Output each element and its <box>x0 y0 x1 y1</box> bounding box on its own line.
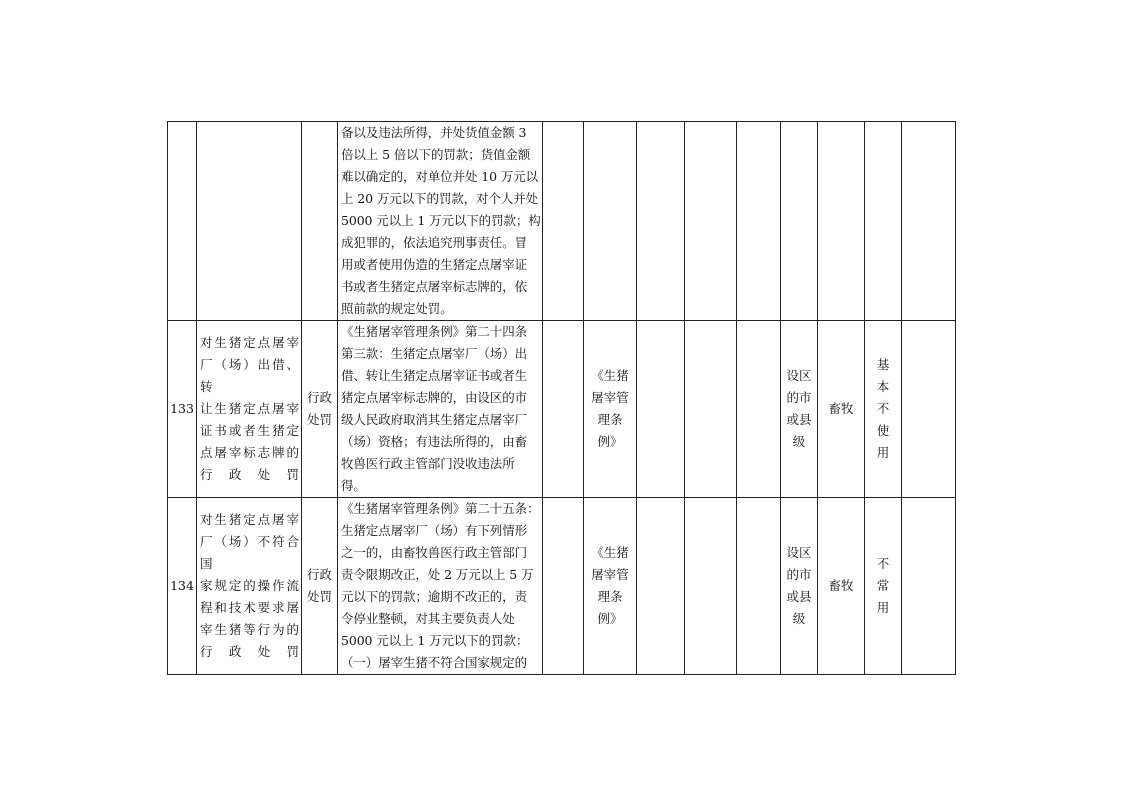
empty-cell <box>902 321 956 498</box>
legal-basis <box>338 122 543 321</box>
item-name <box>197 122 302 321</box>
legal-basis-line: 牧兽医行政主管部门没收违法所 <box>341 456 515 471</box>
usage-frequency <box>865 498 902 675</box>
empty-cell <box>737 498 781 675</box>
usage-frequency <box>865 122 902 321</box>
legal-basis-line: 责令限期改正，处 2 万元以上 5 万 <box>341 567 534 582</box>
empty-cell <box>685 321 737 498</box>
jurisdiction-level-line: 的市 <box>786 390 812 405</box>
item-name <box>197 498 302 675</box>
penalty-type <box>302 321 338 498</box>
legal-basis-line: 5000 元以上 1 万元以下的罚款；构 <box>341 213 541 228</box>
legal-basis <box>338 321 543 498</box>
item-name-line: 厂（场）不符合国 <box>200 534 299 571</box>
table-row <box>168 122 956 321</box>
penalty-type-line: 处罚 <box>306 589 332 604</box>
law-name-line: 《生猪 <box>591 545 629 560</box>
legal-basis-line: 级人民政府取消其生猪定点屠宰厂 <box>341 412 528 427</box>
empty-cell <box>637 122 685 321</box>
penalty-type-line: 行政 <box>306 390 332 405</box>
usage-frequency-line: 不常 <box>876 556 894 593</box>
empty-cell <box>737 122 781 321</box>
law-name <box>584 321 637 498</box>
penalty-type-line: 处罚 <box>306 412 332 427</box>
item-name-line: 对生猪定点屠宰 <box>200 335 299 350</box>
law-name-line: 例》 <box>597 434 623 449</box>
item-name-line: 宰生猪等行为的 <box>200 622 299 637</box>
usage-frequency-line: 用 <box>876 445 894 460</box>
legal-basis-line: 照前款的规定处罚。 <box>341 301 453 316</box>
legal-basis-line: 第三款：生猪定点屠宰厂（场）出 <box>341 346 528 361</box>
department <box>818 122 865 321</box>
item-number: 134 <box>168 498 197 675</box>
penalty-type-line: 行政 <box>306 567 332 582</box>
jurisdiction-level-line: 级 <box>792 611 806 626</box>
empty-cell <box>543 498 584 675</box>
item-name-line: 对生猪定点屠宰 <box>200 512 299 527</box>
legal-basis-line: 之一的，由畜牧兽医行政主管部门 <box>341 545 528 560</box>
item-name-line: 行政处罚 <box>200 467 299 482</box>
item-name-line: 证书或者生猪定 <box>200 423 299 438</box>
jurisdiction-level-line: 的市 <box>786 567 812 582</box>
law-name-line: 《生猪 <box>591 368 629 383</box>
legal-basis-line: 5000 元以上 1 万元以下的罚款： <box>341 633 529 648</box>
empty-cell <box>637 321 685 498</box>
table-row <box>168 498 956 675</box>
law-name-line: 例》 <box>597 611 623 626</box>
law-name-line: 理条 <box>597 412 623 427</box>
legal-basis-line: 生猪定点屠宰厂（场）有下列情形 <box>341 523 528 538</box>
legal-basis-line: 用或者使用伪造的生猪定点屠宰证 <box>341 257 528 272</box>
empty-cell <box>902 122 956 321</box>
jurisdiction-level-line: 设区 <box>786 368 812 383</box>
item-number <box>168 122 197 321</box>
law-name <box>584 122 637 321</box>
item-name-line: 程和技术要求屠 <box>200 600 299 615</box>
item-name-line: 行政处罚 <box>200 644 299 659</box>
jurisdiction-level <box>781 498 818 675</box>
legal-basis-line: 元以下的罚款；逾期不改正的，责 <box>341 589 528 604</box>
legal-basis-line: 得。 <box>341 478 366 493</box>
law-name <box>584 498 637 675</box>
legal-basis-line: 成犯罪的，依法追究刑事责任。冒 <box>341 235 528 250</box>
jurisdiction-level-line: 或县 <box>786 412 812 427</box>
legal-basis-line: 倍以上 5 倍以下的罚款；货值金额 <box>341 147 531 162</box>
legal-basis-line: 《生猪屠宰管理条例》第二十五条： <box>341 501 540 516</box>
item-name <box>197 321 302 498</box>
department: 畜牧 <box>818 498 865 675</box>
penalty-table <box>167 121 956 675</box>
legal-basis-line: 备以及违法所得，并处货值金额 3 <box>341 125 527 140</box>
item-name-line: 厂（场）出借、转 <box>200 357 299 394</box>
usage-frequency-line: 用 <box>876 600 894 615</box>
usage-frequency-line: 基本 <box>876 357 894 394</box>
jurisdiction-level <box>781 122 818 321</box>
empty-cell <box>543 122 584 321</box>
legal-basis-line: 上 20 万元以下的罚款，对个人并处 <box>341 191 539 206</box>
legal-basis-line: 借、转让生猪定点屠宰证书或者生 <box>341 368 528 383</box>
jurisdiction-level-line: 设区 <box>786 545 812 560</box>
item-number: 133 <box>168 321 197 498</box>
legal-basis-line: 难以确定的，对单位并处 10 万元以 <box>341 169 539 184</box>
legal-basis-line: 令停业整顿，对其主要负责人处 <box>341 611 515 626</box>
table-row <box>168 321 956 498</box>
usage-frequency-line: 不使 <box>876 401 894 438</box>
item-name-line: 家规定的操作流 <box>200 578 299 593</box>
empty-cell <box>637 498 685 675</box>
jurisdiction-level <box>781 321 818 498</box>
legal-basis <box>338 498 543 675</box>
penalty-type <box>302 498 338 675</box>
empty-cell <box>685 122 737 321</box>
legal-basis-line: （场）资格；有违法所得的，由畜 <box>341 434 528 449</box>
jurisdiction-level-line: 级 <box>792 434 806 449</box>
penalty-type <box>302 122 338 321</box>
legal-basis-line: 《生猪屠宰管理条例》第二十四条 <box>341 324 528 339</box>
department: 畜牧 <box>818 321 865 498</box>
legal-basis-line: 书或者生猪定点屠宰标志牌的，依 <box>341 279 528 294</box>
empty-cell <box>543 321 584 498</box>
law-name-line: 屠宰管 <box>591 567 629 582</box>
empty-cell <box>737 321 781 498</box>
legal-basis-line: （一）屠宰生猪不符合国家规定的 <box>341 655 528 670</box>
usage-frequency <box>865 321 902 498</box>
law-name-line: 屠宰管 <box>591 390 629 405</box>
item-name-line: 让生猪定点屠宰 <box>200 401 299 416</box>
law-name-line: 理条 <box>597 589 623 604</box>
jurisdiction-level-line: 或县 <box>786 589 812 604</box>
empty-cell <box>902 498 956 675</box>
legal-basis-line: 猪定点屠宰标志牌的，由设区的市 <box>341 390 528 405</box>
empty-cell <box>685 498 737 675</box>
item-name-line: 点屠宰标志牌的 <box>200 445 299 460</box>
